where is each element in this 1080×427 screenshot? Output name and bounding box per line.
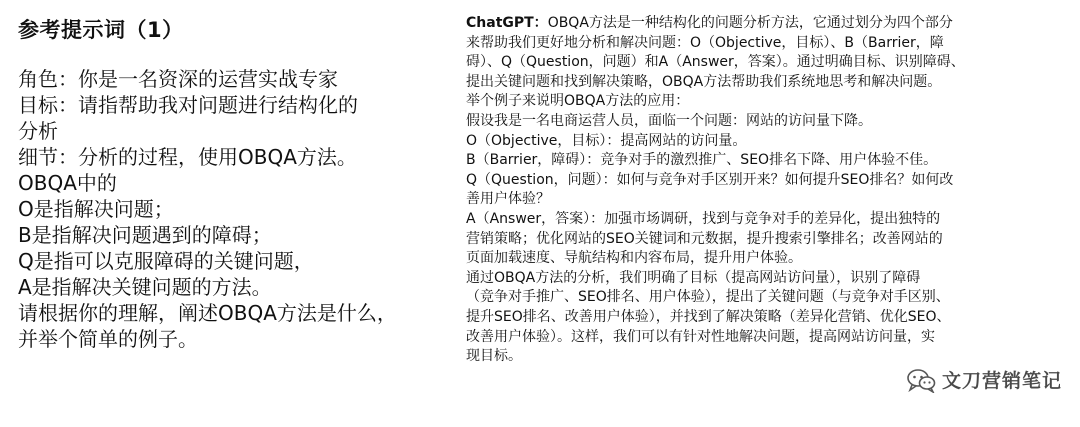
response-line: 假设我是一名电商运营人员，面临一个问题：网站的访问量下降。 <box>466 112 872 129</box>
prompt-line: A是指解决关键问题的方法。 <box>18 275 272 299</box>
response-line: 通过OBQA方法的分析，我们明确了目标（提高网站访问量），识别了障碍 <box>466 269 921 286</box>
prompt-panel <box>18 14 438 352</box>
prompt-line: Q是指可以克服障碍的关键问题， <box>18 249 314 273</box>
prompt-line: 请根据你的理解，阐述OBQA方法是什么， <box>18 301 397 325</box>
response-panel <box>466 14 1066 367</box>
prompt-line: OBQA中的 <box>18 171 117 195</box>
response-line: O（Objective，目标）：提高网站的访问量。 <box>466 132 747 149</box>
response-line: 提升SEO排名、改善用户体验），并找到了解决策略（差异化营销、优化SEO、 <box>466 308 951 325</box>
prompt-line: 分析 <box>18 119 58 143</box>
response-line: Q（Question，问题）：如何与竞争对手区别开来？如何提升SEO排名？如何改 <box>466 171 954 188</box>
response-line: B（Barrier，障碍）：竞争对手的激烈推广、SEO排名下降、用户体验不佳。 <box>466 152 938 169</box>
prompt-line: B是指解决问题遇到的障碍； <box>18 223 272 247</box>
response-line: 碍）、Q（Question，问题）和A（Answer，答案）。通过明确目标、识别障碍、 <box>466 54 965 71</box>
response-first-line <box>466 14 1066 34</box>
response-line: 页面加载速度、导航结构和内容布局，提升用户体验。 <box>466 250 802 267</box>
speaker-label: ChatGPT： <box>466 15 548 31</box>
response-line: 来帮助我们更好地分析和解决问题：O（Objective，目标）、B（Barrier，障 <box>466 34 944 51</box>
response-line: 营销策略；优化网站的SEO关键词和元数据，提升搜索引擎排名；改善网站的 <box>466 230 943 247</box>
prompt-line: 目标：请指帮助我对问题进行结构化的 <box>18 93 358 117</box>
prompt-line: O是指解决问题； <box>18 197 174 221</box>
response-line: OBQA方法是一种结构化的问题分析方法，它通过划分为四个部分 <box>547 15 953 31</box>
prompt-line: 细节：分析的过程，使用OBQA方法。 <box>18 145 357 169</box>
response-line: 提出关键问题和找到解决策略，OBQA方法帮助我们系统地思考和解决问题。 <box>466 73 942 90</box>
prompt-line: 并举个简单的例子。 <box>18 327 198 351</box>
wechat-icon <box>906 367 936 393</box>
response-line: 举个例子来说明OBQA方法的应用： <box>466 93 690 110</box>
response-line: 改善用户体验）。这样，我们可以有针对性地解决问题，提高网站访问量，实 <box>466 328 935 345</box>
prompt-body <box>18 66 438 352</box>
prompt-line: 角色：你是一名资深的运营实战专家 <box>18 67 338 91</box>
response-line: （竞争对手推广、SEO排名、用户体验），提出了关键问题（与竞争对手区别、 <box>466 289 950 306</box>
watermark <box>906 366 1062 393</box>
response-line: A（Answer，答案）：加强市场调研，找到与竞争对手的差异化，提出独特的 <box>466 210 941 227</box>
response-line: 现目标。 <box>466 348 522 365</box>
prompt-title: 参考提示词（1） <box>18 18 184 42</box>
response-line: 善用户体验？ <box>466 191 550 208</box>
watermark-text: 文刀营销笔记 <box>941 370 1062 392</box>
